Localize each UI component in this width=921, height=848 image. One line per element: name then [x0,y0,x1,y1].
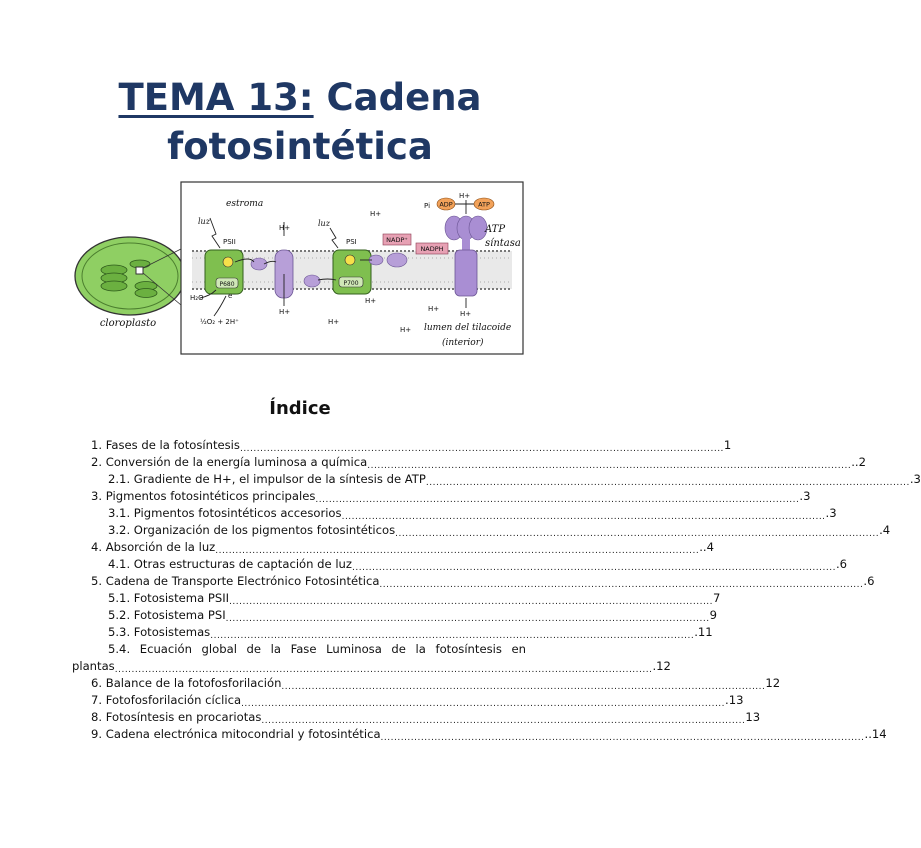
h-plus-label-4: H+ [279,308,291,316]
toc-entry[interactable] [72,658,671,675]
toc-entry[interactable] [108,624,713,641]
toc-entry[interactable] [91,454,866,471]
toc-entry-page: 7 [713,591,721,605]
toc-leader: ................................................................................................................................................................ [114,665,653,675]
toc-leader: ................................................................................................................................................ [425,478,910,488]
toc-entry[interactable] [108,505,837,522]
p680-label: P680 [219,281,235,288]
toc-entry-label: 3.1. Pigmentos fotosintéticos accesorios [108,506,342,520]
h-plus-label-9: H+ [460,310,472,318]
toc-leader: ................................................................................................................................................ [341,512,826,522]
atp-synthase-label-1: ATP [485,224,506,235]
chloroplast-illustration [75,237,185,329]
toc-leader: ................................................................................................................................................ [225,614,710,624]
toc-entry-page: ..14 [864,727,887,741]
h2o-label: H₂O [190,294,204,302]
toc-leader: ................................................................................................................................................ [229,597,714,607]
h-plus-label-3: H+ [459,192,471,200]
toc-entry-page: .6 [835,557,848,571]
toc-entry-page: .12 [652,659,671,673]
toc-entry-label: 5.3. Fotosistemas [108,625,211,639]
toc-entry-page: ..4 [699,540,714,554]
toc-entry-page: .11 [694,625,713,639]
e-minus-label: e⁻ [228,292,237,300]
page-title-line-1 [0,76,600,120]
page-title-line-2: fotosintética [167,125,433,168]
toc-leader: ................................................................................................................................................ [210,631,695,641]
toc-entry[interactable] [91,692,744,709]
title-rest: Cadena [313,76,482,119]
toc-entry-page: .4 [879,523,891,537]
toc-leader: ................................................................................................................................................ [315,495,800,505]
toc-entry-label: 8. Fotosíntesis en procariotas [91,710,262,724]
toc-leader: ................................................................................................................................................ [239,444,724,454]
toc-entry-page: ..2 [851,455,866,469]
toc-leader: ................................................................................................................................................ [367,461,852,471]
toc-entry[interactable] [91,675,781,692]
o2-label: ½O₂ + 2H⁺ [200,318,239,326]
toc-leader: ................................................................................................................................................ [281,682,766,692]
toc-leader: ................................................................................................................................................ [215,546,700,556]
lumen-label-2: (interior) [442,338,484,348]
toc-entry[interactable] [91,709,761,726]
toc-entry[interactable] [91,437,732,454]
toc-entry-page: .13 [725,693,744,707]
h-plus-label-7: H+ [400,326,412,334]
toc-entry-page: .3 [909,472,921,486]
toc-leader: ................................................................................................................................................ [395,529,880,539]
chloroplast-label: cloroplasto [99,318,157,329]
lumen-label-1: lumen del tilacoide [424,323,512,333]
nadp-plus-label: NADP⁺ [386,236,408,244]
toc-leader: ................................................................................................................................................ [380,733,865,743]
atp-synthase-label-2: síntasa [485,238,521,249]
toc-entry[interactable] [91,539,714,556]
h-plus-label-5: H+ [328,318,340,326]
toc-entry-page: .3 [799,489,811,503]
h-plus-label-2: H+ [370,210,382,218]
pi-label: Pi [424,202,431,210]
toc-entry-label: 3.2. Organización de los pigmentos fotosintéticos [108,523,396,537]
toc-entry[interactable] [108,556,848,573]
psi-label: PSI [346,238,357,246]
toc-entry-page: 12 [765,676,781,690]
toc-entry-label: 6. Balance de la fotofosforilación [91,676,282,690]
psii-label: PSII [223,238,236,246]
toc-entry-label: 4.1. Otras estructuras de captación de luz [108,557,352,571]
title-prefix: TEMA 13: [118,76,314,119]
adp-label: ADP [439,200,453,209]
toc-leader: ................................................................................................................................................ [379,580,864,590]
h-plus-label-6: H+ [365,297,377,305]
toc-entry-page: 1 [723,438,732,452]
toc-entry-page: 9 [709,608,717,622]
h-plus-label-8: H+ [428,305,440,313]
estroma-label: estroma [226,199,264,209]
toc-entry-label: 9. Cadena electrónica mitocondrial y fotosintética [91,727,381,741]
toc-entry-label: 2.1. Gradiente de H+, el impulsor de la síntesis de ATP [108,472,426,486]
toc-entry-page: .6 [863,574,875,588]
toc-entry[interactable] [108,522,891,539]
toc-entry-page: .3 [825,506,837,520]
toc-entry-label: 5. Cadena de Transporte Electrónico Fotosintética [91,574,380,588]
toc-entry[interactable] [91,488,811,505]
toc-entry-label: 4. Absorción de la luz [91,540,216,554]
toc-leader: ................................................................................................................................................ [241,699,726,709]
toc-entry-label: 1. Fases de la fotosíntesis [91,438,240,452]
toc-entry-page: 13 [745,710,761,724]
toc-entry-label: 3. Pigmentos fotosintéticos principales [91,489,316,503]
toc-leader: ................................................................................................................................................ [261,716,746,726]
h-plus-label-1: H+ [279,224,291,232]
toc-entry-wrapped[interactable]: 5.4. Ecuación global de la Fase Luminosa de la fotosíntesis en [108,642,526,656]
toc-leader: ................................................................................................................................................ [352,563,836,573]
luz-label-1: luz [198,217,210,226]
toc-entry-label: 7. Fotofosforilación cíclica [91,693,242,707]
toc-entry[interactable] [108,590,721,607]
index-heading: Índice [269,398,331,419]
toc-entry[interactable] [108,607,717,624]
luz-label-2: luz [318,219,330,228]
toc-entry-label: 2. Conversión de la energía luminosa a química [91,455,368,469]
toc-entry[interactable] [91,573,875,590]
nadph-label: NADPH [420,245,444,253]
photosynthesis-figure [0,178,600,358]
toc-entry-label: 5.1. Fotosistema PSII [108,591,230,605]
toc-entry-label: 5.2. Fotosistema PSI [108,608,226,622]
p700-label: P700 [343,280,359,287]
atp-label: ATP [478,200,490,209]
toc-entry[interactable] [91,726,887,743]
toc-entry-label: plantas [72,659,115,673]
toc-entry[interactable] [108,471,921,488]
